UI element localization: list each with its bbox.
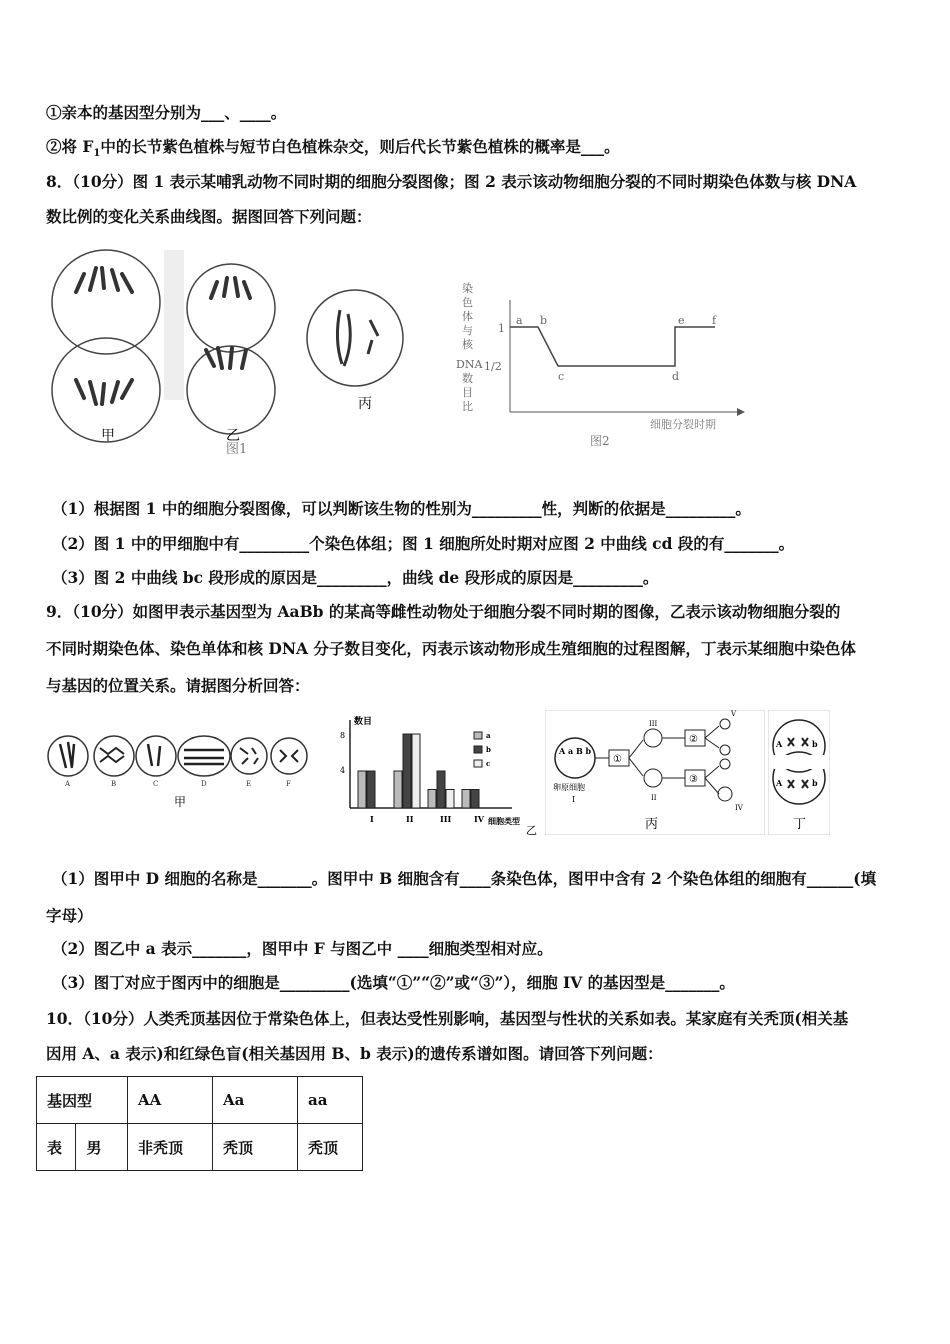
fig2-point-f: f bbox=[712, 314, 717, 327]
bing-stage-III: III bbox=[649, 720, 658, 728]
q7-line-2a: ②将 F bbox=[46, 137, 94, 156]
svg-text:色: 色 bbox=[462, 296, 473, 309]
q9-sub-3: （3）图丁对应于图丙中的细胞是_________(选填“①”“②”或“③”），细胞 IV 的基因型是_______。 bbox=[52, 973, 735, 992]
yi-bar-a-III bbox=[428, 790, 436, 809]
bing-circled-1: ① bbox=[613, 754, 622, 765]
ding-gene-3: A bbox=[776, 778, 783, 788]
yi-bar-c-III bbox=[446, 790, 454, 809]
jia-cell-F: F bbox=[286, 780, 291, 788]
bing-caption: 丙 bbox=[645, 817, 659, 832]
q9-line-3: 与基因的位置关系。请据图分析回答： bbox=[46, 676, 310, 695]
yi-xlabel: 细胞类型 bbox=[488, 816, 520, 826]
table-header-row bbox=[37, 1077, 363, 1124]
fig2-point-c: c bbox=[558, 370, 565, 383]
q8-sub-2: （2）图 1 中的甲细胞中有_________个染色体组；图 1 细胞所处时期对应图 2 中曲线 cd 段的有_______。 bbox=[52, 534, 795, 553]
fig1-caption: 图1 bbox=[226, 442, 248, 457]
yi-ytick-4: 4 bbox=[340, 766, 346, 775]
fig2-ytick-half: 1/2 bbox=[484, 360, 502, 373]
table-cell-AA: 非秃顶 bbox=[128, 1124, 213, 1171]
figure-ding bbox=[768, 710, 830, 835]
jia-cell-D: D bbox=[201, 780, 207, 788]
fig2-caption: 图2 bbox=[590, 434, 610, 448]
svg-text:DNA: DNA bbox=[456, 358, 483, 371]
figure-1-bing bbox=[300, 280, 410, 420]
bing-circled-3: ③ bbox=[689, 774, 698, 785]
svg-text:数: 数 bbox=[462, 372, 473, 385]
yi-legend-a-swatch bbox=[474, 732, 482, 739]
yi-bar-a-II bbox=[394, 771, 402, 808]
svg-text:目: 目 bbox=[462, 386, 473, 399]
q9-sub-1a: （1）图甲中 D 细胞的名称是_______。图甲中 B 细胞含有____条染色体，图甲中含有 2 个染色体组的细胞有______(填 bbox=[52, 869, 877, 888]
jia-cell-E: E bbox=[246, 780, 252, 788]
q8-line-2: 数比例的变化关系曲线图。据图回答下列问题： bbox=[46, 207, 372, 226]
yi-cat-IV: IV bbox=[474, 814, 484, 824]
svg-text:染: 染 bbox=[462, 282, 473, 295]
ding-gene-1: A bbox=[776, 739, 783, 749]
yi-cat-III: III bbox=[440, 814, 452, 824]
q8-line-1: 8．（10分）图 1 表示某哺乳动物不同时期的细胞分裂图像；图 2 表示该动物细胞分裂的不同时期染色体数与核 DNA bbox=[46, 172, 857, 191]
q8-sub-3: （3）图 2 中曲线 bc 段形成的原因是_________，曲线 de 段形成的原因是_________。 bbox=[52, 568, 659, 587]
ding-caption: 丁 bbox=[793, 817, 807, 832]
yi-cat-I: I bbox=[370, 814, 374, 824]
bing-circled-2: ② bbox=[689, 734, 698, 745]
fig2-point-a: a bbox=[516, 314, 523, 327]
fig2-ytick-1: 1 bbox=[498, 322, 505, 335]
yi-legend-b: b bbox=[486, 745, 491, 754]
jia-cell-A: A bbox=[65, 780, 71, 788]
q9-sub-2: （2）图乙中 a 表示_______，图甲中 F 与图乙中 ____细胞类型相对应。 bbox=[52, 939, 553, 958]
q9-sub-1b: 字母） bbox=[46, 906, 93, 925]
fig1-label-jia: 甲 bbox=[101, 428, 115, 444]
table-header-aa: aa bbox=[298, 1077, 363, 1124]
table-header-Aa: Aa bbox=[213, 1077, 298, 1124]
yi-bar-b-III bbox=[437, 771, 445, 808]
svg-text:体: 体 bbox=[462, 310, 473, 323]
yi-legend-a: a bbox=[486, 731, 491, 740]
bing-stage-V: V bbox=[731, 710, 737, 718]
fig1-label-bing: 丙 bbox=[358, 396, 372, 412]
yi-legend-c-swatch bbox=[474, 760, 482, 767]
table-header-AA: AA bbox=[128, 1077, 213, 1124]
figure-jia bbox=[46, 730, 316, 810]
yi-ylabel: 数目 bbox=[354, 717, 373, 727]
yi-bar-a-I bbox=[358, 771, 366, 808]
q8-sub-1: （1）根据图 1 中的细胞分裂图像，可以判断该生物的性别为_________性，判断的依据是_________。 bbox=[52, 499, 751, 518]
table-cell-aa: 秃顶 bbox=[298, 1124, 363, 1171]
table-cell-Aa: 秃顶 bbox=[213, 1124, 298, 1171]
q7-line-1: ①亲本的基因型分别为___、____。 bbox=[46, 103, 287, 122]
q9-line-1: 9．（10分）如图甲表示基因型为 AaBb 的某高等雌性动物处于细胞分裂不同时期的图像，乙表示该动物细胞分裂的 bbox=[46, 602, 841, 621]
figure-yi-chart bbox=[330, 712, 540, 837]
f1-subscript: 1 bbox=[93, 148, 101, 160]
bing-genes: A a B b bbox=[559, 746, 592, 756]
bing-stage-I: I bbox=[572, 795, 576, 804]
yi-bar-b-I bbox=[367, 771, 375, 808]
svg-text:与: 与 bbox=[462, 324, 473, 337]
bing-stage-IV: IV bbox=[735, 804, 743, 812]
yi-bar-a-IV bbox=[462, 790, 470, 809]
fig2-ylabel bbox=[456, 281, 483, 413]
svg-text:核: 核 bbox=[462, 338, 473, 351]
jia-caption: 甲 bbox=[174, 795, 187, 809]
ding-gene-4: b bbox=[812, 778, 818, 788]
yi-cat-II: II bbox=[406, 814, 414, 824]
table-row bbox=[37, 1124, 363, 1171]
bing-stage-II: II bbox=[651, 794, 657, 802]
ding-gene-2: b bbox=[812, 739, 818, 749]
table-header-genotype: 基因型 bbox=[37, 1077, 128, 1124]
yi-caption: 乙 bbox=[526, 824, 537, 837]
svg-text:比: 比 bbox=[462, 400, 473, 413]
jia-cell-C: C bbox=[153, 780, 159, 788]
fig2-xlabel: 细胞分裂时期 bbox=[650, 418, 716, 431]
figure-bing bbox=[545, 710, 765, 835]
table-row-label-1: 表 bbox=[37, 1124, 76, 1171]
yi-bar-c-II bbox=[412, 734, 420, 808]
fig2-point-d: d bbox=[672, 370, 680, 383]
yi-legend-b-swatch bbox=[474, 746, 482, 753]
bing-cell-label: 卵原细胞 bbox=[553, 783, 585, 792]
q7-line-2b: 中的长节紫色植株与短节白色植株杂交，则后代长节紫色植株的概率是___。 bbox=[100, 137, 620, 156]
q7-line-2 bbox=[46, 136, 620, 165]
table-row-label-2: 男 bbox=[76, 1124, 128, 1171]
yi-bar-b-IV bbox=[471, 790, 479, 809]
yi-bar-b-II bbox=[403, 734, 411, 808]
fig1-label-yi: 乙 bbox=[226, 428, 240, 444]
genotype-table bbox=[36, 1076, 363, 1171]
yi-ytick-8: 8 bbox=[340, 731, 346, 740]
q9-line-2: 不同时期染色体、染色单体和核 DNA 分子数目变化，丙表示该动物形成生殖细胞的过程图解，丁表示某细胞中染色体 bbox=[46, 639, 856, 658]
q10-line-1: 10．（10分）人类秃顶基因位于常染色体上，但表达受性别影响，基因型与性状的关系如表。某家庭有关秃顶(相关基 bbox=[46, 1009, 849, 1028]
figure-2-curve bbox=[450, 280, 750, 450]
yi-legend-c: c bbox=[486, 759, 491, 768]
fig2-point-b: b bbox=[540, 314, 548, 327]
figure-1 bbox=[46, 240, 296, 460]
q10-line-2: 因用 A、a 表示)和红绿色盲(相关基因用 B、b 表示)的遗传系谱如图。请回答下列问题： bbox=[46, 1044, 663, 1063]
fig2-point-e: e bbox=[678, 314, 685, 327]
jia-cell-B: B bbox=[111, 780, 117, 788]
